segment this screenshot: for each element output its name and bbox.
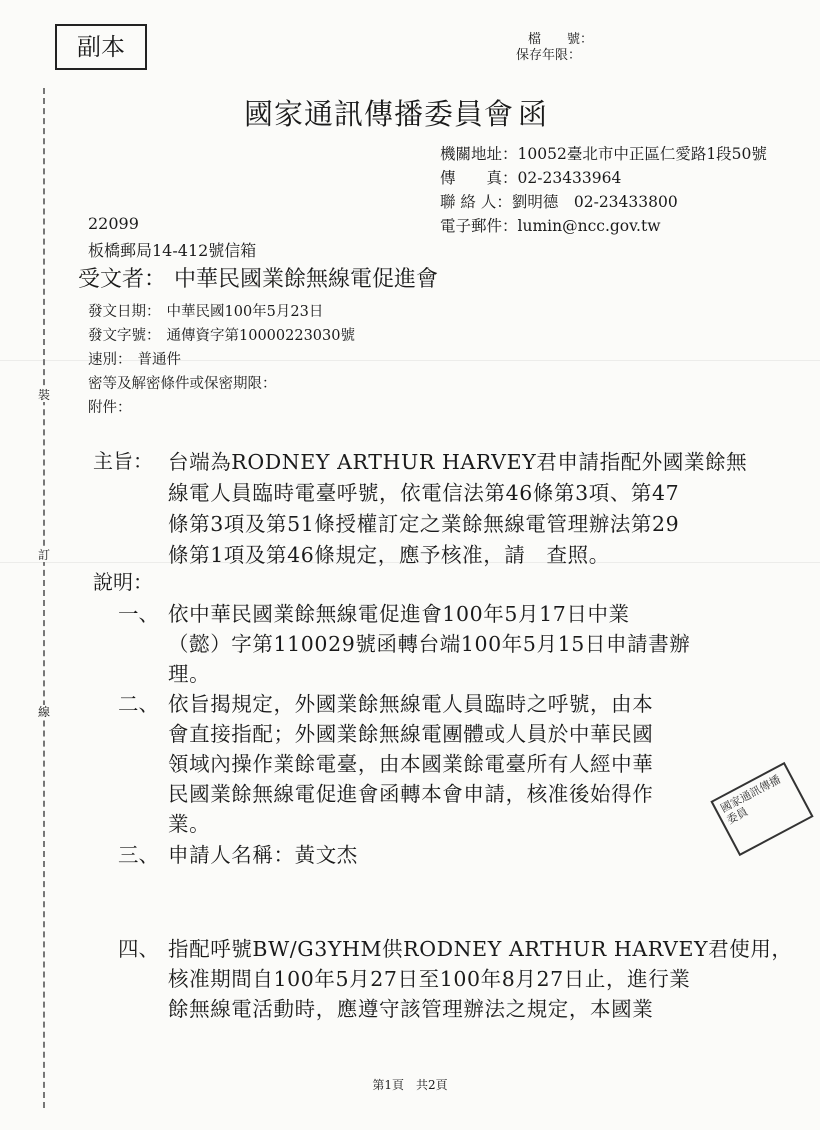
item-2-line: 會直接指配；外國業餘無線電團體或人員於中華民國 — [168, 722, 654, 746]
ref-value: 通傳資字第10000223030號 — [166, 328, 355, 344]
contact-fax — [440, 166, 621, 188]
binding-mark-staple: 訂 — [37, 548, 50, 562]
page-number: 第1頁 共2頁 — [372, 1078, 448, 1092]
email-label: 電子郵件： — [440, 217, 518, 235]
recipient-label: 受文者： — [78, 267, 167, 292]
email-value: lumin@ncc.gov.tw — [517, 217, 661, 235]
secrecy-label: 密等及解密條件或保密期限： — [88, 376, 277, 392]
binding-mark-line: 線 — [37, 705, 50, 719]
item-number: 一、 — [118, 602, 159, 626]
binding-line — [43, 88, 45, 1108]
explanation-label: 說明： — [93, 570, 153, 594]
fax-label: 傳 真： — [440, 169, 518, 187]
gist-line: 台端為RODNEY ARTHUR HARVEY君申請指配外國業餘無 — [168, 450, 748, 474]
agency-title: 國家通訊傳播委員會 — [244, 97, 515, 131]
copy-label: 副本 — [55, 24, 147, 70]
item-2-line: 領域內操作業餘電臺，由本國業餘電臺所有人經中華 — [168, 752, 654, 776]
address-label: 機關地址： — [440, 145, 518, 163]
gist-label: 主旨： — [93, 449, 153, 473]
recipient-name: 中華民國業餘無線電促進會 — [174, 267, 439, 292]
address-value: 10052臺北市中正區仁愛路1段50號 — [517, 145, 767, 163]
gist-line: 線電人員臨時電臺呼號，依電信法第46條第3項、第47 — [168, 481, 680, 505]
stamp-text: 國家通訊傳播委員 — [718, 772, 783, 827]
gist-line: 條第1項及第46條規定，應予核准，請 查照。 — [168, 543, 610, 567]
reference-number — [88, 324, 355, 345]
fax-value: 02-23433964 — [517, 169, 622, 187]
contact-person-label: 聯 絡 人： — [440, 193, 512, 211]
date-value: 中華民國100年5月23日 — [166, 304, 324, 320]
item-4-line: 指配呼號BW/G3YHM供RODNEY ARTHUR HARVEY君使用， — [168, 937, 793, 961]
item-1-line: 依中華民國業餘無線電促進會100年5月17日中業 — [168, 602, 630, 626]
item-4-line: 核准期間自100年5月27日至100年8月27日止，進行業 — [168, 967, 691, 991]
contact-email — [440, 214, 660, 236]
official-seal-stamp — [710, 762, 813, 856]
document-type: 函 — [518, 97, 548, 131]
retention-label: 保存年限： — [516, 48, 582, 63]
item-number: 四、 — [118, 937, 159, 961]
binding-mark-bind: 裝 — [37, 388, 50, 402]
item-number: 二、 — [118, 692, 159, 716]
delivery-speed — [88, 348, 181, 369]
contact-person-value: 劉明德 02-23433800 — [511, 193, 678, 211]
item-4-line: 餘無線電活動時，應遵守該管理辦法之規定，本國業 — [168, 997, 654, 1021]
mailbox: 板橋郵局14-412號信箱 — [88, 241, 257, 260]
postal-code: 22099 — [88, 214, 139, 233]
date-label: 發文日期： — [88, 304, 161, 320]
item-1-line: 理。 — [168, 662, 211, 686]
file-number-label: 檔 號： — [528, 32, 594, 47]
recipient-line — [78, 262, 438, 293]
gist-line: 條第3項及第51條授權訂定之業餘無線電管理辦法第29 — [168, 512, 680, 536]
ref-label: 發文字號： — [88, 328, 161, 344]
item-number: 三、 — [118, 843, 159, 867]
item-3-line: 申請人名稱：黃文杰 — [168, 843, 358, 867]
contact-address — [440, 142, 767, 164]
item-1-line: （懿）字第110029號函轉台端100年5月15日申請書辦 — [168, 632, 691, 656]
speed-label: 速別： — [88, 352, 132, 368]
item-2-line: 民國業餘無線電促進會函轉本會申請，核准後始得作 — [168, 782, 654, 806]
speed-value: 普通件 — [137, 352, 181, 368]
attachment-label: 附件： — [88, 400, 132, 416]
item-2-line: 業。 — [168, 812, 211, 836]
contact-person — [440, 190, 678, 212]
item-2-line: 依旨揭規定，外國業餘無線電人員臨時之呼號，由本 — [168, 692, 654, 716]
issue-date — [88, 300, 323, 321]
